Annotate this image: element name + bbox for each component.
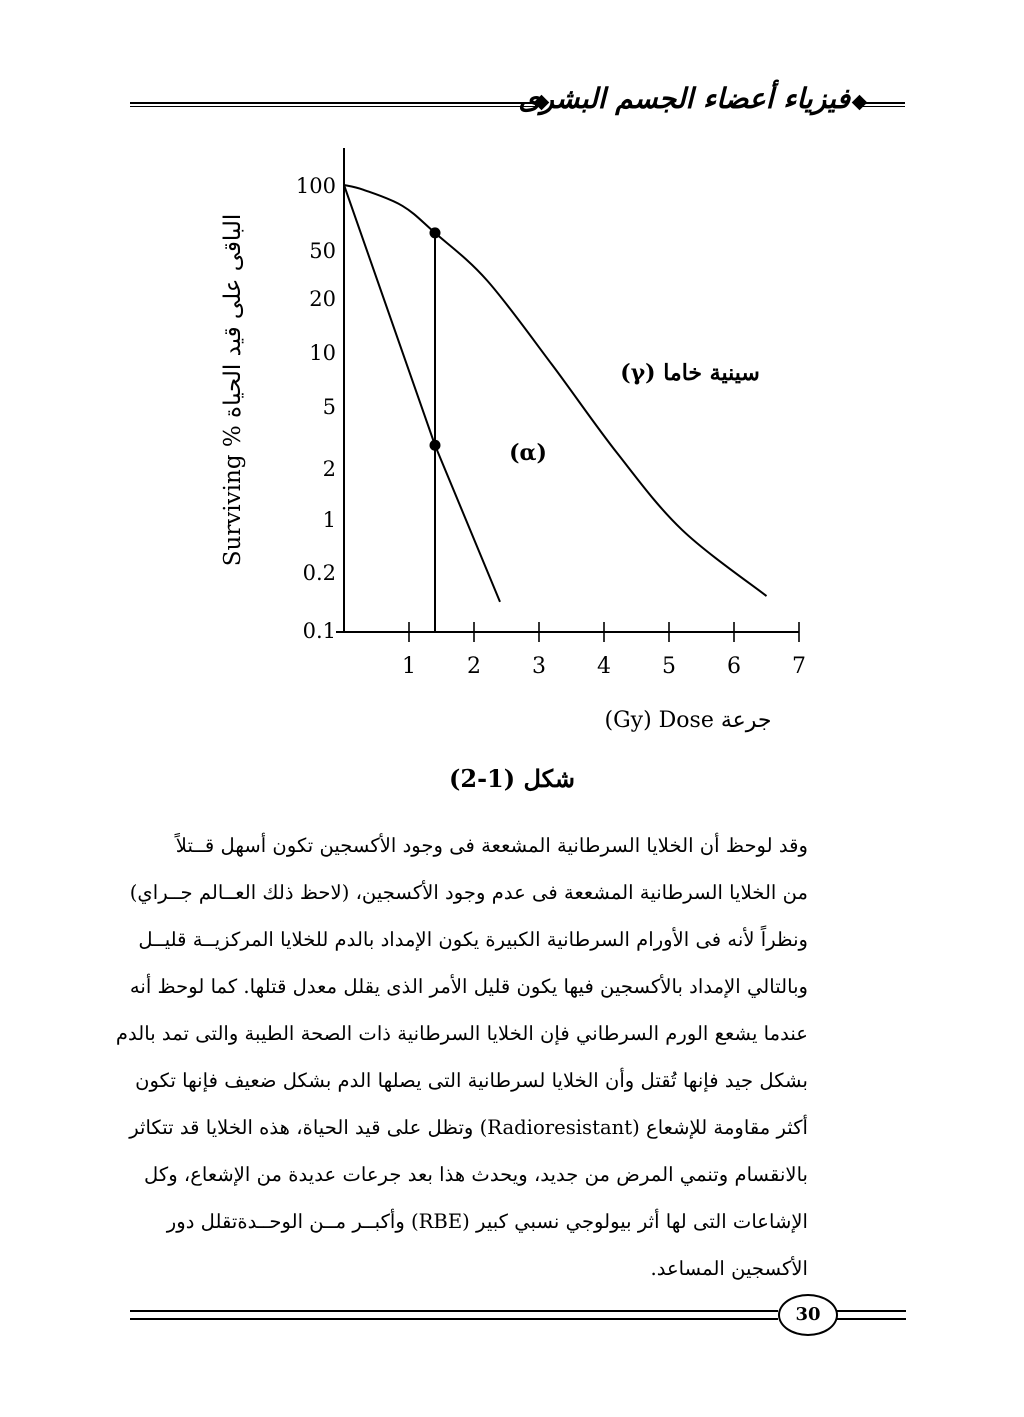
page-number: 30 — [778, 1294, 838, 1336]
body-line: الإشاعات التى لها أثر بيولوجي نسبي كبير (RBE) وأكبــر مــن الوحــدةتقلل دور — [166, 1210, 808, 1233]
x-tick-label: 2 — [467, 654, 481, 679]
y-tick-label: 20 — [309, 287, 336, 311]
body-line: وقد لوحظ أن الخلايا السرطانية المشععة فى وجود الأكسجين تكون أسهل قــتلاً — [175, 834, 808, 857]
body-line: بالانقسام وتنمي المرض من جديد، ويحدث هذا بعد جرعات عديدة من الإشعاع، وكل — [144, 1163, 808, 1186]
body-line: أكثر مقاومة للإشعاع (Radioresistant) وتظل على قيد الحياة، هذه الخلايا قد تتكاثر — [129, 1116, 808, 1139]
body-line: وبالتالي الإمداد بالأكسجين فيها يكون قليل الأمر الذى يقلل معدل قتلها. كما لوحظ أنه — [129, 975, 808, 998]
alpha-series-line — [344, 185, 500, 602]
y-tick-label: 0.2 — [302, 561, 336, 585]
x-tick-label: 5 — [662, 654, 676, 679]
series-labels — [509, 360, 760, 466]
y-tick-label: 2 — [322, 457, 336, 481]
x-tick-label: 6 — [727, 654, 741, 679]
x-tick-labels — [402, 622, 806, 679]
alpha-series-label: (α) — [509, 440, 547, 466]
body-line: بشكل جيد فإنها تُقتل وأن الخلايا لسرطانية التى يصلها الدم بشكل ضعيف فإنها تكون — [135, 1069, 808, 1092]
y-tick-label: 50 — [309, 239, 336, 263]
y-tick-label: 0.1 — [302, 619, 336, 643]
data-marker — [430, 440, 441, 451]
y-tick-labels — [296, 174, 336, 643]
gamma-series-line — [344, 185, 767, 596]
header-title: فيزياء أعضاء الجسم البشرى — [518, 82, 850, 115]
x-tick-label: 3 — [532, 654, 546, 679]
body-line: ونظراً لأنه فى الأورام السرطانية الكبيرة يكون الإمداد بالدم للخلايا المركزيــة قليــل — [138, 928, 808, 951]
footer-rule-left — [130, 1310, 778, 1320]
page-footer — [130, 1280, 910, 1340]
x-axis-label: (Gy) Dose جرعة — [604, 708, 772, 733]
x-tick-label: 7 — [792, 654, 806, 679]
y-axis-label: Surviving % الباقى على قيد الحياة — [220, 213, 246, 567]
body-line: الأكسجين المساعد. — [650, 1257, 808, 1280]
y-tick-label: 100 — [295, 174, 336, 198]
y-tick-label: 1 — [322, 508, 336, 532]
gamma-series-label: سينية خاما (γ) — [620, 360, 760, 386]
figure-caption: شكل (1-2) — [449, 764, 575, 793]
x-tick-label: 4 — [597, 654, 611, 679]
y-tick-label: 10 — [309, 341, 336, 365]
y-tick-label: 5 — [322, 395, 336, 419]
series-group — [344, 185, 767, 602]
x-tick-label: 1 — [402, 654, 416, 679]
body-line: من الخلايا السرطانية المشععة فى عدم وجود الأكسجين، (لاحظ ذلك العــالم جــراي) — [129, 881, 808, 904]
footer-rule-right — [836, 1310, 906, 1320]
body-paragraph — [115, 822, 808, 1292]
body-line: عندما يشعع الورم السرطاني فإن الخلايا السرطانية ذات الصحة الطيبة والتى تمد بالدم — [115, 1022, 808, 1045]
data-marker — [430, 227, 441, 238]
